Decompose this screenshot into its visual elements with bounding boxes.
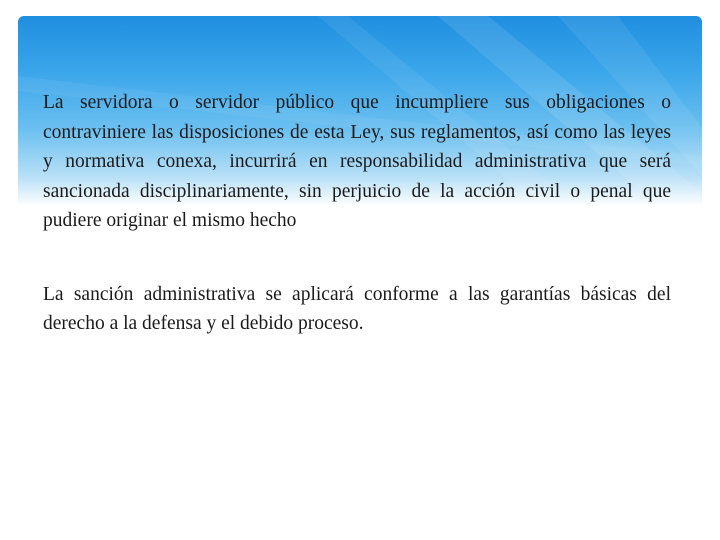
paragraph-sanction: La sanción administrativa se aplicará conforme a las garantías básicas del derecho a la defensa y el debido proceso. — [43, 283, 671, 334]
body-text — [43, 88, 671, 339]
paragraph-responsibility: La servidora o servidor público que incumpliere sus obligaciones o contraviniere las disposiciones de esta Ley, sus reglamentos, así como las leyes y normativa conexa, incurrirá en responsabilidad administrativa que será sancionada disciplinariamente, sin perjuicio de la acción civil o penal que pudiere originar el mismo hecho — [43, 92, 671, 231]
